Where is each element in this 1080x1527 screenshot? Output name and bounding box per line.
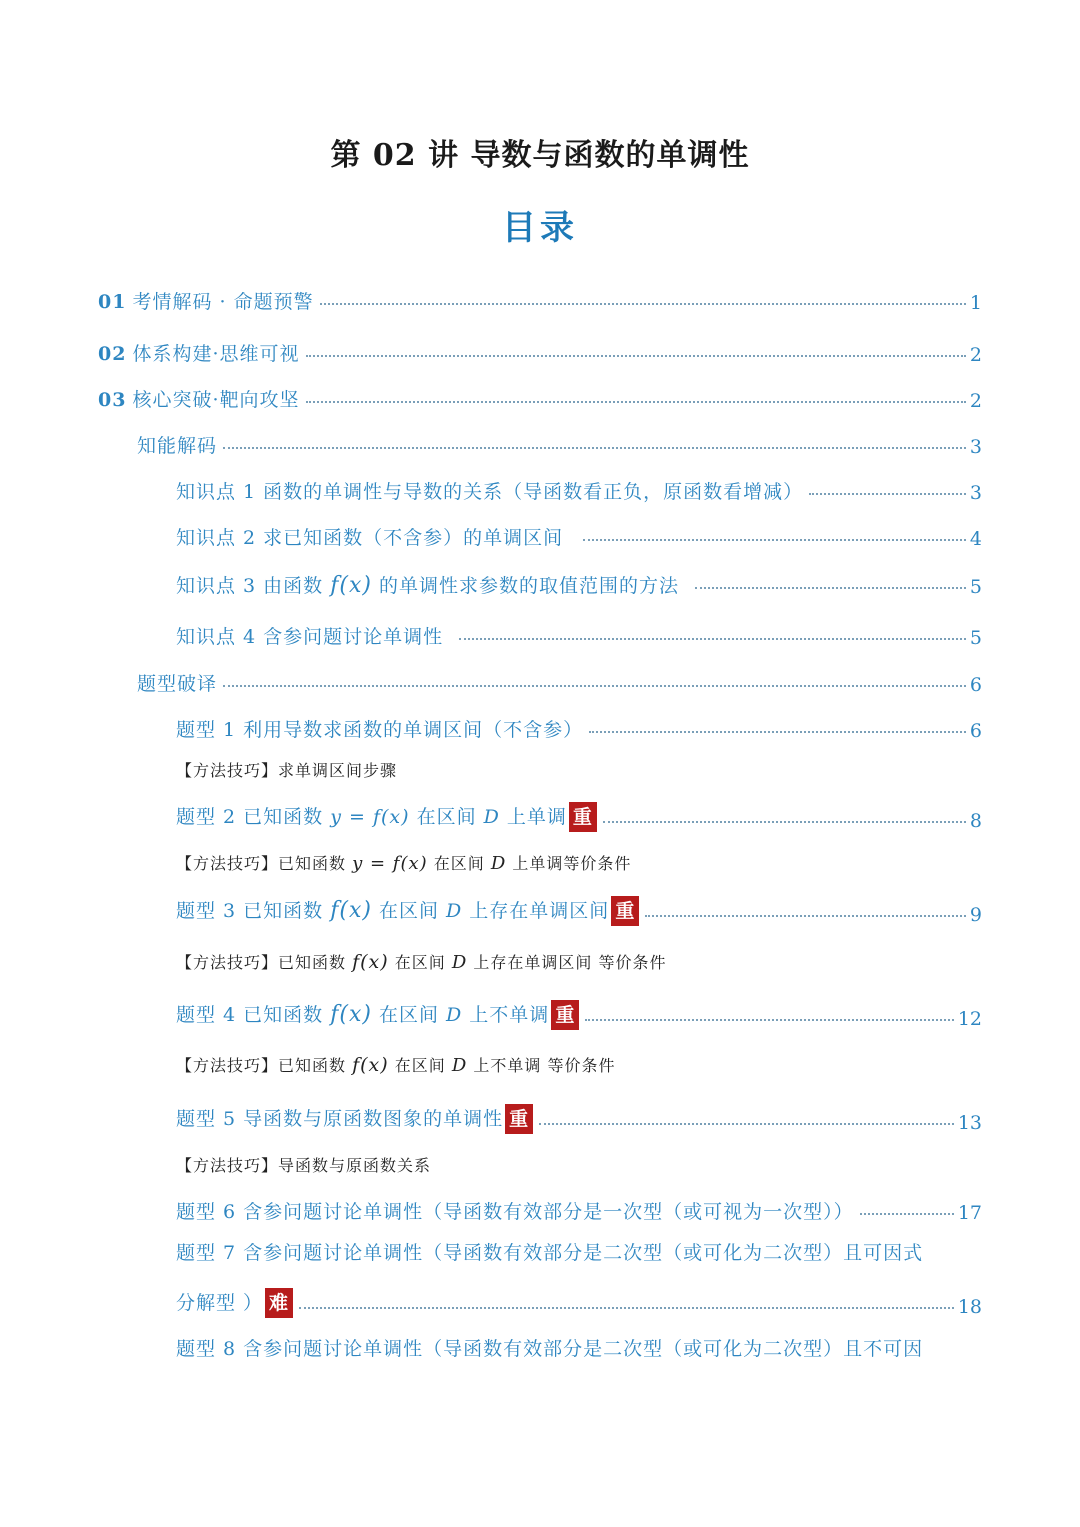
toc-entry-type-6[interactable]: [176, 1188, 982, 1224]
toc-entry-label: 题型 1 利用导数求函数的单调区间（不含参）: [176, 719, 584, 741]
math-expression: f(x): [330, 1002, 372, 1027]
toc-leader-dots: [223, 685, 966, 687]
toc-leader-dots: [459, 638, 966, 640]
toc-leader-dots: [645, 915, 966, 917]
toc-page-number: 3: [969, 436, 982, 458]
toc-entry-label: 上不单调: [462, 1004, 550, 1026]
toc-page-number: 2: [969, 390, 982, 412]
toc-leader-dots: [306, 401, 966, 403]
toc-leader-dots: [589, 731, 966, 733]
toc-leader-dots: [299, 1307, 954, 1309]
toc-entry-number: 02: [98, 343, 127, 365]
toc-page-number: 5: [969, 576, 982, 598]
toc-entry-type-7[interactable]: 题型 7 含参问题讨论单调性（导函数有效部分是二次型（或可化为二次型）且可因式: [176, 1242, 924, 1264]
key-badge: 重: [505, 1104, 533, 1134]
toc-entry-type-3[interactable]: [176, 890, 982, 926]
toc-page-number: 12: [957, 1008, 982, 1030]
toc-leader-dots: [695, 587, 966, 589]
toc-entry-number: 03: [98, 389, 127, 411]
method-tip-2: 【方法技巧】已知函数 y = f(x) 在区间 D 上单调等价条件: [176, 853, 632, 874]
toc-entry-label: 分解型 ）: [176, 1292, 264, 1314]
toc-entry-label: 题型 4 已知函数: [176, 1004, 331, 1026]
toc-entry-label: 在区间: [371, 1004, 447, 1026]
toc-leader-dots: [585, 1019, 953, 1021]
toc-leader-dots: [306, 355, 966, 357]
toc-leader-dots: [603, 821, 966, 823]
toc-leader-dots: [539, 1123, 954, 1125]
toc-entry-label: 上存在单调区间: [462, 900, 610, 922]
toc-leader-dots: [223, 447, 966, 449]
key-badge: 重: [611, 896, 639, 926]
toc-leader-dots: [809, 493, 966, 495]
toc-entry-label: 知识点 4 含参问题讨论单调性: [176, 626, 444, 648]
toc-entry-label: 题型 5 导函数与原函数图象的单调性: [176, 1108, 504, 1130]
toc-page-number: 17: [957, 1202, 982, 1224]
key-badge: 重: [551, 1000, 579, 1030]
toc-entry-label: 知能解码: [137, 435, 218, 457]
toc-heading: 目录: [502, 208, 578, 248]
toc-page-number: 6: [969, 674, 982, 696]
toc-entry-type-7-cont[interactable]: [176, 1282, 982, 1318]
toc-page-number: 1: [969, 292, 982, 314]
toc-entry-label: 的单调性求参数的取值范围的方法: [371, 575, 679, 597]
toc-entry-knowledge[interactable]: [137, 422, 982, 458]
toc-entry-label: 知识点 2 求已知函数（不含参）的单调区间: [176, 527, 564, 549]
toc-leader-dots: [583, 539, 966, 541]
math-expression: f(x): [330, 898, 372, 923]
hard-badge: 难: [265, 1288, 293, 1318]
method-tip-3: 【方法技巧】已知函数 f(x) 在区间 D 上存在单调区间 等价条件: [176, 951, 667, 973]
toc-entry-number: 01: [98, 291, 127, 313]
toc-entry-type-2[interactable]: [176, 796, 982, 832]
toc-entry-knowledge-1[interactable]: [176, 468, 982, 504]
toc-entry-label: 题型破译: [137, 673, 218, 695]
toc-entry-01[interactable]: [98, 278, 982, 314]
toc-entry-knowledge-3[interactable]: [176, 562, 982, 598]
toc-entry-label: 题型 2 已知函数: [176, 806, 331, 828]
math-expression: D: [483, 806, 500, 828]
toc-entry-type-5[interactable]: [176, 1098, 982, 1134]
toc-entry-label: 核心突破·靶向攻坚: [132, 389, 300, 411]
toc-entry-label: 在区间: [409, 806, 484, 828]
toc-entry-type-4[interactable]: [176, 994, 982, 1030]
toc-page-number: 2: [969, 344, 982, 366]
toc-entry-type-8[interactable]: 题型 8 含参问题讨论单调性（导函数有效部分是二次型（或可化为二次型）且不可因: [176, 1338, 924, 1360]
toc-leader-dots: [860, 1213, 954, 1215]
method-tip-4: 【方法技巧】已知函数 f(x) 在区间 D 上不单调 等价条件: [176, 1054, 616, 1076]
key-badge: 重: [569, 802, 597, 832]
toc-entry-03[interactable]: [98, 376, 982, 412]
toc-page-number: 8: [969, 810, 982, 832]
toc-entry-knowledge-4[interactable]: [176, 613, 982, 649]
toc-page-number: 18: [957, 1296, 982, 1318]
toc-entry-question-types[interactable]: [137, 660, 982, 696]
toc-page-number: 6: [969, 720, 982, 742]
toc-entry-label: 上单调: [499, 806, 567, 828]
page-title: 第 02 讲 导数与函数的单调性: [330, 138, 750, 173]
toc-entry-02[interactable]: [98, 330, 982, 366]
math-expression: f(x): [330, 573, 372, 598]
toc-page-number: 5: [969, 627, 982, 649]
math-expression: D: [446, 900, 463, 922]
math-expression: y = f(x): [330, 806, 410, 828]
toc-entry-label: 知识点 1 函数的单调性与导数的关系（导函数看正负，原函数看增减）: [176, 481, 804, 503]
method-tip-1: 【方法技巧】求单调区间步骤: [176, 761, 398, 780]
toc-entry-label: 题型 6 含参问题讨论单调性（导函数有效部分是一次型（或可视为一次型））: [176, 1201, 854, 1223]
toc-page-number: 4: [969, 528, 982, 550]
toc-entry-label: 体系构建·思维可视: [132, 343, 300, 365]
toc-leader-dots: [320, 303, 966, 305]
method-tip-5: 【方法技巧】导函数与原函数关系: [176, 1156, 432, 1175]
toc-entry-label: 知识点 3 由函数: [176, 575, 331, 597]
math-expression: D: [446, 1004, 463, 1026]
toc-entry-label: 题型 3 已知函数: [176, 900, 331, 922]
toc-page-number: 13: [957, 1112, 982, 1134]
toc-page-number: 9: [969, 904, 982, 926]
toc-entry-knowledge-2[interactable]: [176, 514, 982, 550]
toc-page-number: 3: [969, 482, 982, 504]
toc-entry-label: 考情解码 · 命题预警: [132, 291, 314, 313]
toc-entry-type-1[interactable]: [176, 706, 982, 742]
toc-entry-label: 在区间: [371, 900, 447, 922]
